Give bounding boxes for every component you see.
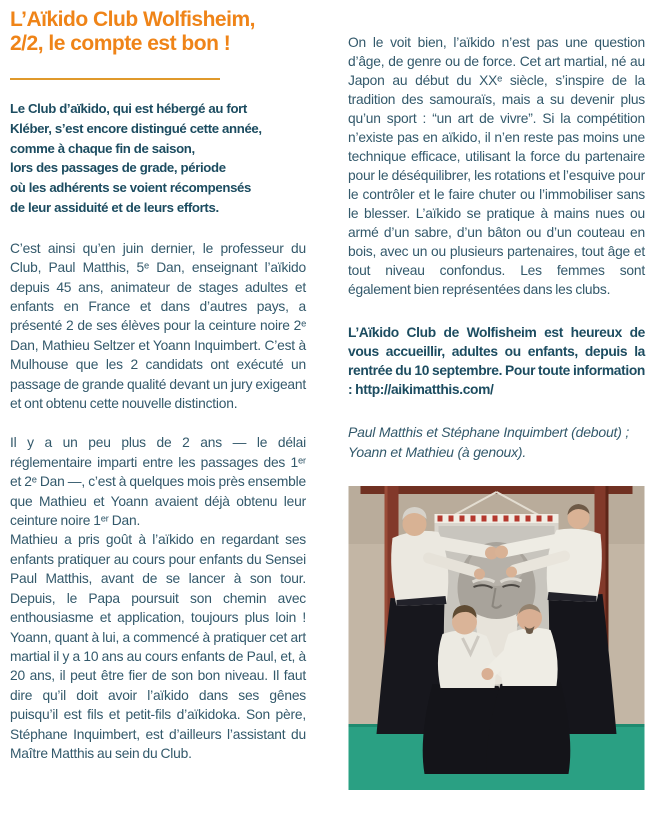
highlight-paragraph: L’Aïkido Club de Wolfisheim est heureux de vous accueillir, adultes ou enfants, depuis la rentrée du 10 septembre. Pour toute information : http://aikimatthis.com/ — [348, 325, 645, 397]
left-column — [10, 8, 306, 813]
title-underline-rule — [10, 78, 220, 80]
paragraph-aikido-presentation: On le voit bien, l’aïkido n’est pas une question d’âge, de genre ou de force. Cet art martial, né au Japon au début du XXᵉ siècle, s’inspire de la tradition des samouraïs, mais a su devenir plus qu’un sport : “un art de vivre”. Si la compétition n’existe pas en aïkido, il n’en reste pas moins une technique efficace, utilisant la force du partenaire pour le déséquilibrer, les rotations et l’esquive pour le contrôler et le faire chuter ou l’immobiliser sans le blesser. L’aïkido se pratique à mains nues ou armé d’un sabre, d’un bâton ou d’un couteau en bois, avec un ou plusieurs partenaires, tout âge et tout niveau confondus. Les femmes sont également bien représentées dans les clubs. — [348, 35, 645, 297]
paragraph-grades: C’est ainsi qu’en juin dernier, le professeur du Club, Paul Matthis, 5ᵉ Dan, enseignant l’aïkido depuis 45 ans, animateur de stages adultes et enfants en France et dans d’autres pays, a présenté 2 de ses élèves pour la ceinture noire 2ᵉ Dan, Mathieu Seltzer et Yoann Inquimbert. C’est à Mulhouse que les 2 candidats ont exécuté un passage de grande qualité devant un jury exigeant et ont obtenu cette nouvelle distinction. — [10, 240, 306, 412]
group-photo — [348, 486, 645, 790]
group-photo-illustration — [348, 486, 645, 790]
intro-line: lors des passages de grade, période — [10, 160, 226, 176]
intro-line: de leur assiduité et de leurs efforts. — [10, 199, 219, 215]
photo-caption: Paul Matthis et Stéphane Inquimbert (debout) ; Yoann et Mathieu (à genoux). — [348, 424, 630, 460]
intro-paragraph — [10, 99, 306, 218]
paragraph-delai: Il y a un peu plus de 2 ans — le délai réglementaire imparti entre les passages des 1ᵉʳ et 2ᵉ Dan —, c’est à quelques mois près ensemble que Mathieu et Yoann avaient déjà obtenu leur ceinture noire 1ᵉʳ Dan. — [10, 435, 306, 529]
paragraph-mathieu-yoann: Mathieu a pris goût à l’aïkido en regardant ses enfants pratiquer au cours pour enfants du Sensei Paul Matthis, avant de se lancer à son tour. Depuis, le Papa poursuit son chemin avec enthousiasme et application, toujours plus loin ! Yoann, quant à lui, a commencé à pratiquer cet art martial il y a 10 ans au cours enfants de Paul, et, à 20 ans, il peut être fier de son bon niveau. Il faut dire qu’il doit avoir l’aïkido dans ses gênes puisqu’il est fils et petit-fils d’aïkidoka. Son père, Stéphane Inquimbert, est d’ailleurs l’assistant du Maître Matthis au sein du Club. — [10, 532, 306, 761]
intro-line: où les adhérents se voient récompensés — [10, 180, 252, 196]
intro-line: comme à chaque fin de saison, — [10, 140, 195, 156]
title-line-2: 2/2, le compte est bon ! — [10, 32, 231, 55]
article-title — [10, 8, 306, 56]
intro-line: Le Club d’aïkido, qui est hébergé au fort — [10, 101, 247, 116]
title-line-1: L’Aïkido Club Wolfisheim, — [10, 8, 255, 31]
right-column — [348, 8, 645, 813]
intro-line: Kléber, s’est encore distingué cette année, — [10, 120, 262, 136]
